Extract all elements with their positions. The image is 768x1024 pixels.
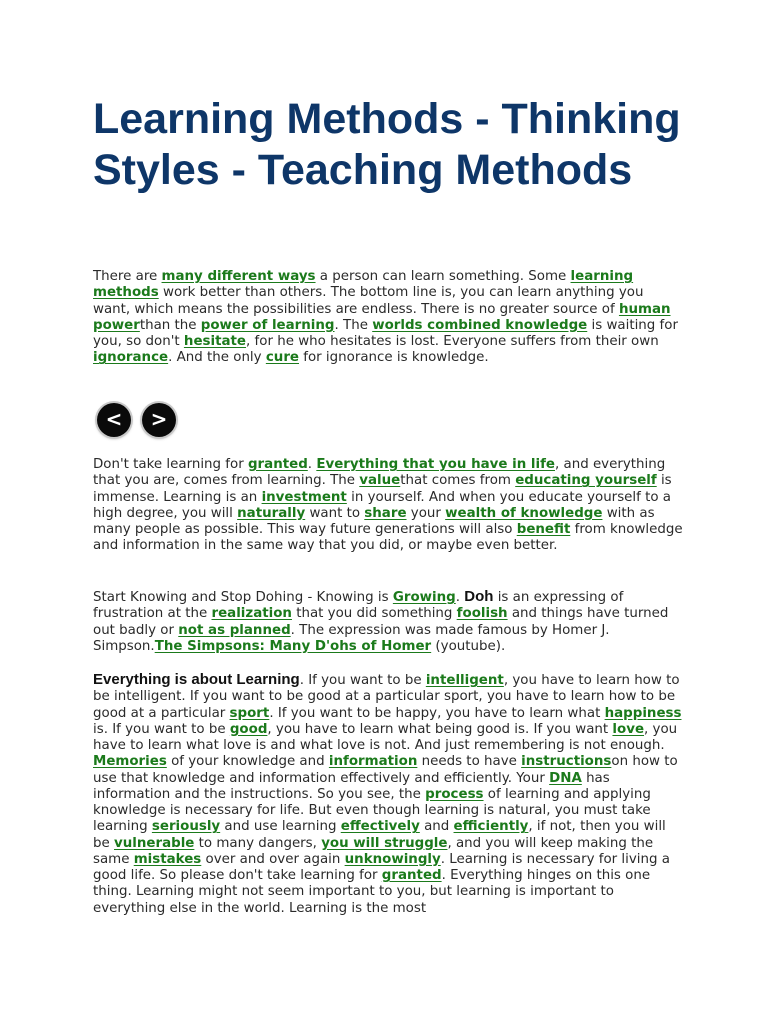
link-effectively[interactable]: effectively [340, 819, 420, 835]
link-unknowingly[interactable]: unknowingly [344, 851, 441, 867]
text: want to [305, 505, 365, 521]
link-intelligent[interactable]: intelligent [425, 673, 504, 688]
link-many-different-ways[interactable]: many different ways [161, 269, 316, 284]
text: work better than others. The bottom line is, you can learn anything you want, which means the possibilities are endless. There is no greater source of [93, 285, 644, 317]
link-sport[interactable]: sport [229, 705, 270, 721]
link-granted[interactable]: granted [247, 457, 308, 472]
text: is waiting for you, so don't [93, 317, 678, 349]
link-simpsons-dohs[interactable]: The Simpsons: Many D'ohs of Homer [154, 638, 432, 654]
text: and use learning [220, 819, 341, 835]
chevron-left-icon: < [105, 407, 123, 431]
text: . The expression was made famous by Homer J. Simpson. [93, 622, 610, 654]
text: , you have to learn what being good is. If you want [267, 721, 613, 737]
text: . [307, 457, 317, 472]
text: , if not, then you will be [93, 819, 666, 851]
link-happiness[interactable]: happiness [604, 705, 682, 721]
link-ignorance[interactable]: ignorance [93, 350, 169, 366]
link-good[interactable]: good [229, 721, 268, 737]
link-memories[interactable]: Memories [93, 754, 167, 770]
link-seriously[interactable]: seriously [151, 819, 221, 835]
link-efficiently[interactable]: efficiently [453, 819, 529, 835]
text: is an expressing of frustration at the [93, 590, 624, 622]
link-dna[interactable]: DNA [549, 770, 582, 786]
text: has information and the instructions. So you see, the [93, 770, 610, 802]
link-value[interactable]: value [359, 473, 401, 489]
link-not-as-planned[interactable]: not as planned [178, 622, 291, 638]
link-wealth-of-knowledge[interactable]: wealth of knowledge [445, 505, 603, 521]
text: than the [139, 317, 201, 333]
link-power-of-learning[interactable]: power of learning [200, 317, 335, 333]
bold-doh: Doh [464, 588, 494, 605]
text: is. If you want to be [93, 721, 230, 737]
link-investment[interactable]: investment [261, 489, 347, 505]
text: . If you want to be happy, you have to learn what [269, 705, 605, 721]
text: a person can learn something. Some [315, 269, 571, 284]
text: . Everything hinges on this one thing. Learning might not seem important to you, but learning is important to everything else in the world. Learning is the most [93, 868, 651, 916]
link-mistakes[interactable]: mistakes [133, 851, 202, 867]
link-vulnerable[interactable]: vulnerable [114, 835, 195, 851]
text: over and over again [201, 851, 345, 867]
text: . And the only [168, 350, 266, 366]
text: . [455, 590, 465, 605]
link-process[interactable]: process [425, 786, 484, 802]
text: (youtube). [431, 638, 506, 654]
link-share[interactable]: share [364, 505, 407, 521]
text: . The [334, 317, 373, 333]
link-realization[interactable]: realization [211, 606, 292, 622]
link-foolish[interactable]: foolish [456, 606, 508, 622]
text: Start Knowing and Stop Dohing - Knowing is [93, 590, 393, 605]
doh-paragraph [93, 589, 683, 655]
text: to many dangers, [194, 835, 322, 851]
text: is immense. Learning is an [93, 473, 672, 505]
text: Don't take learning for [93, 457, 248, 472]
link-love[interactable]: love [612, 721, 645, 737]
text: on how to use that knowledge and information effectively and efficiently. Your [93, 754, 678, 786]
chevron-right-icon: > [150, 407, 168, 431]
text: , you have to learn what love is and what love is not. And just remembering is not enough. [93, 721, 678, 753]
everything-paragraph [93, 672, 683, 917]
intro-paragraph [93, 269, 683, 367]
text: needs to have [417, 754, 522, 770]
link-information[interactable]: information [328, 754, 418, 770]
link-instructions[interactable]: instructions [521, 754, 612, 770]
text: of learning and applying knowledge is necessary for life. But even though learning is natural, you must take learning [93, 786, 651, 835]
text: with as many people as possible. This way future generations will also [93, 505, 655, 537]
previous-button[interactable] [97, 403, 131, 437]
text: . If you want to be [299, 673, 426, 688]
link-you-will-struggle[interactable]: you will struggle [321, 835, 448, 851]
link-granted-2[interactable]: granted [381, 868, 442, 883]
link-cure[interactable]: cure [265, 350, 299, 366]
link-everything-you-have[interactable]: Everything that you have in life [316, 457, 555, 472]
link-worlds-combined-knowledge[interactable]: worlds combined knowledge [372, 317, 588, 333]
text: and [419, 819, 454, 835]
text: , you have to learn how to be intelligent. If you want to be good at a particular sport, you have to learn how to be good at a particular [93, 673, 680, 721]
bold-everything-heading: Everything is about Learning [93, 671, 300, 688]
text: There are [93, 269, 162, 284]
link-learning-methods[interactable]: learning methods [93, 269, 634, 301]
text: in yourself. And when you educate yourself to a high degree, you will [93, 489, 672, 521]
text: of your knowledge and [166, 754, 329, 770]
link-hesitate[interactable]: hesitate [183, 334, 247, 349]
text: that you did something [291, 606, 457, 622]
text: and things have turned out badly or [93, 606, 669, 638]
link-benefit[interactable]: benefit [516, 522, 571, 537]
text: your [406, 505, 446, 521]
next-button[interactable] [142, 403, 176, 437]
text: . Learning is necessary for living a good life. So please don't take learning for [93, 851, 670, 883]
link-human-power[interactable]: human power [93, 301, 671, 333]
text: that comes from [400, 473, 516, 489]
text: for ignorance is knowledge. [299, 350, 489, 366]
text: , for he who hesitates is lost. Everyone suffers from their own [246, 334, 659, 349]
link-growing[interactable]: Growing [392, 590, 456, 605]
link-naturally[interactable]: naturally [237, 505, 306, 521]
link-educating-yourself[interactable]: educating yourself [515, 473, 657, 489]
granted-paragraph [93, 457, 683, 555]
page-title: Learning Methods - Thinking Styles - Teaching Methods [93, 95, 681, 194]
text: , and everything that you are, comes from learning. The [93, 457, 666, 489]
text: from knowledge and information in the same way that you did, or maybe even better. [93, 522, 683, 554]
text: , and you will keep making the same [93, 835, 654, 867]
